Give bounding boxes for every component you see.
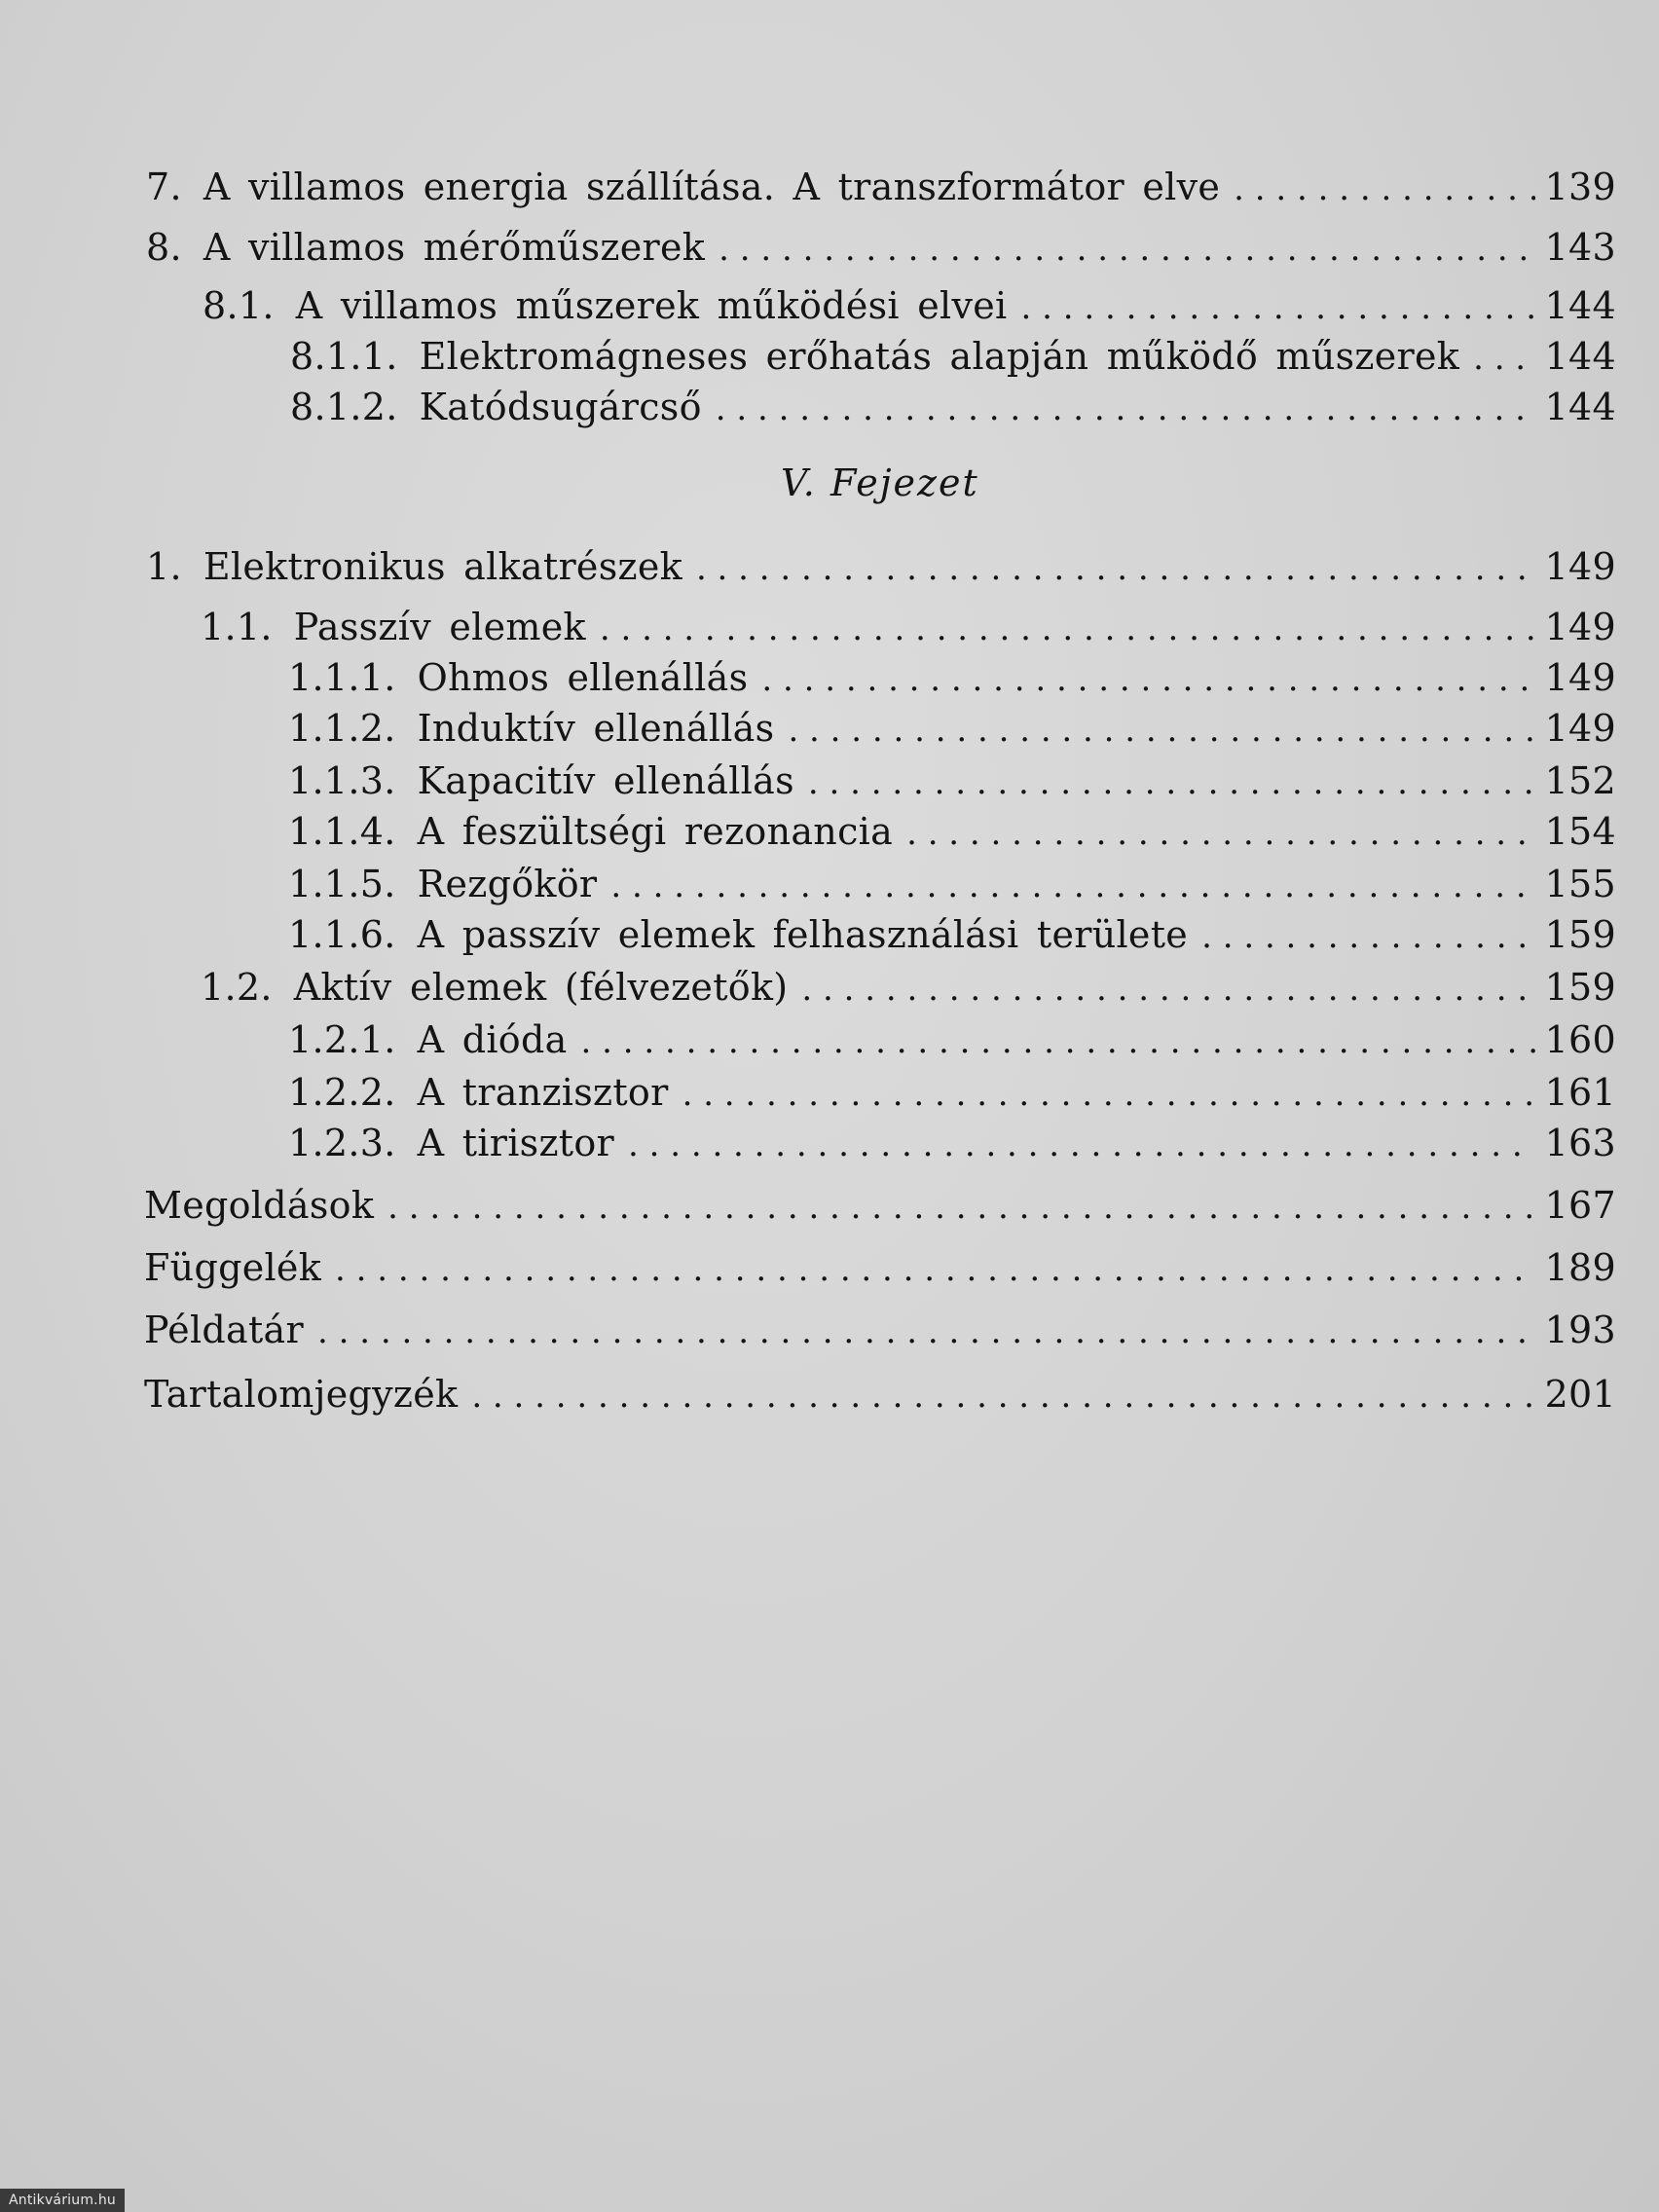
toc-entry [0,222,1659,273]
leader-dots [696,543,1535,594]
entry-page: 167 [1544,1184,1616,1227]
entry-title: Induktív ellenállás [417,707,775,750]
entry-title: A passzív elemek felhasználási területe [417,913,1189,956]
watermark: Antikvárium.hu [0,2189,125,2212]
entry-page: 143 [1544,226,1616,269]
entry-title: Tartalomjegyzék [144,1373,459,1416]
entry-number: 1. [146,545,182,588]
entry-number: 8.1. [203,284,275,327]
leader-dots [1234,164,1534,214]
entry-title: Megoldások [144,1184,375,1227]
toc-entry [0,331,1659,382]
entry-page: 154 [1544,810,1616,853]
entry-number: 1.2.1. [288,1018,396,1061]
toc-entry [0,1014,1659,1065]
entry-number: 1.2.3. [288,1122,396,1164]
toc-entry [0,756,1659,806]
leader-dots [317,1307,1535,1357]
entry-number: 1.1.3. [288,759,396,802]
entry-title: Katódsugárcső [419,386,702,428]
chapter-heading [0,461,1659,512]
leader-dots [610,861,1534,911]
entry-page: 149 [1544,656,1616,699]
toc-entry [0,382,1659,432]
leader-dots [628,1120,1535,1170]
leader-dots [581,1016,1535,1067]
entry-number: 1.1. [201,606,273,648]
entry-page: 152 [1544,759,1616,802]
entry-title: Kapacitív ellenállás [417,759,794,802]
entry-page: 149 [1544,707,1616,750]
entry-number: 7. [146,166,182,208]
entry-page: 159 [1544,913,1616,956]
entry-title: A dióda [417,1018,568,1061]
entry-page: 144 [1544,386,1616,428]
entry-page: 149 [1544,545,1616,588]
leader-dots [788,705,1534,756]
leader-dots [682,1069,1535,1120]
entry-title: A tranzisztor [417,1071,669,1114]
entry-title: Elektromágneses erőhatás alapján működő műszerek [419,335,1460,378]
entry-title: Függelék [144,1246,322,1289]
chapter-heading-text: V. Fejezet [781,461,979,504]
toc-entry [0,652,1659,703]
leader-dots [761,654,1534,705]
leader-dots [716,384,1535,434]
entry-number: 8.1.1. [290,335,398,378]
toc-entry [0,859,1659,909]
toc-entry [0,962,1659,1013]
toc-entry [0,1180,1659,1231]
entry-title: Elektronikus alkatrészek [203,545,682,588]
leader-dots [471,1371,1534,1421]
toc-entry [0,1118,1659,1168]
toc-entry [0,162,1659,212]
entry-title: A feszültségi rezonancia [417,810,894,853]
entry-page: 161 [1544,1071,1616,1114]
entry-page: 201 [1544,1373,1616,1416]
entry-page: 144 [1544,284,1616,327]
leader-dots [906,808,1534,859]
leader-dots [1201,911,1534,962]
entry-page: 144 [1544,335,1616,378]
entry-title: Aktív elemek (félvezetők) [293,966,789,1009]
entry-page: 189 [1544,1246,1616,1289]
entry-number: 1.1.1. [288,656,396,699]
leader-dots [387,1182,1534,1233]
toc-entry [0,1242,1659,1293]
entry-page: 160 [1544,1018,1616,1061]
leader-dots [600,604,1535,654]
entry-title: A villamos műszerek működési elvei [295,284,1008,327]
entry-page: 193 [1544,1309,1616,1351]
entry-page: 149 [1544,606,1616,648]
entry-title: Ohmos ellenállás [417,656,749,699]
toc-entry [0,541,1659,592]
entry-title: Rezgőkör [417,863,598,905]
leader-dots [1473,333,1534,384]
toc-entry [0,909,1659,960]
toc-entry [0,1369,1659,1419]
entry-title: A villamos energia szállítása. A transzformátor elve [203,166,1221,208]
toc-entry [0,1305,1659,1355]
entry-number: 1.2. [201,966,273,1009]
entry-page: 159 [1544,966,1616,1009]
entry-number: 1.1.5. [288,863,396,905]
entry-number: 8.1.2. [290,386,398,428]
toc-entry [0,280,1659,331]
entry-title: A tirisztor [417,1122,614,1164]
entry-number: 1.1.2. [288,707,396,750]
toc-entry [0,1067,1659,1118]
leader-dots [335,1244,1535,1295]
toc-entry [0,806,1659,857]
entry-number: 1.1.6. [288,913,396,956]
entry-page: 139 [1544,166,1616,208]
leader-dots [808,757,1535,808]
entry-title: A villamos mérőműszerek [203,226,706,269]
entry-number: 1.1.4. [288,810,396,853]
entry-page: 155 [1544,863,1616,905]
leader-dots [801,964,1534,1014]
toc-entry [0,703,1659,754]
entry-number: 8. [146,226,182,269]
entry-title: Passzív elemek [293,606,586,648]
leader-dots [719,224,1534,275]
entry-number: 1.2.2. [288,1071,396,1114]
entry-page: 163 [1544,1122,1616,1164]
leader-dots [1021,282,1535,333]
toc-entry [0,602,1659,652]
entry-title: Példatár [144,1309,304,1351]
